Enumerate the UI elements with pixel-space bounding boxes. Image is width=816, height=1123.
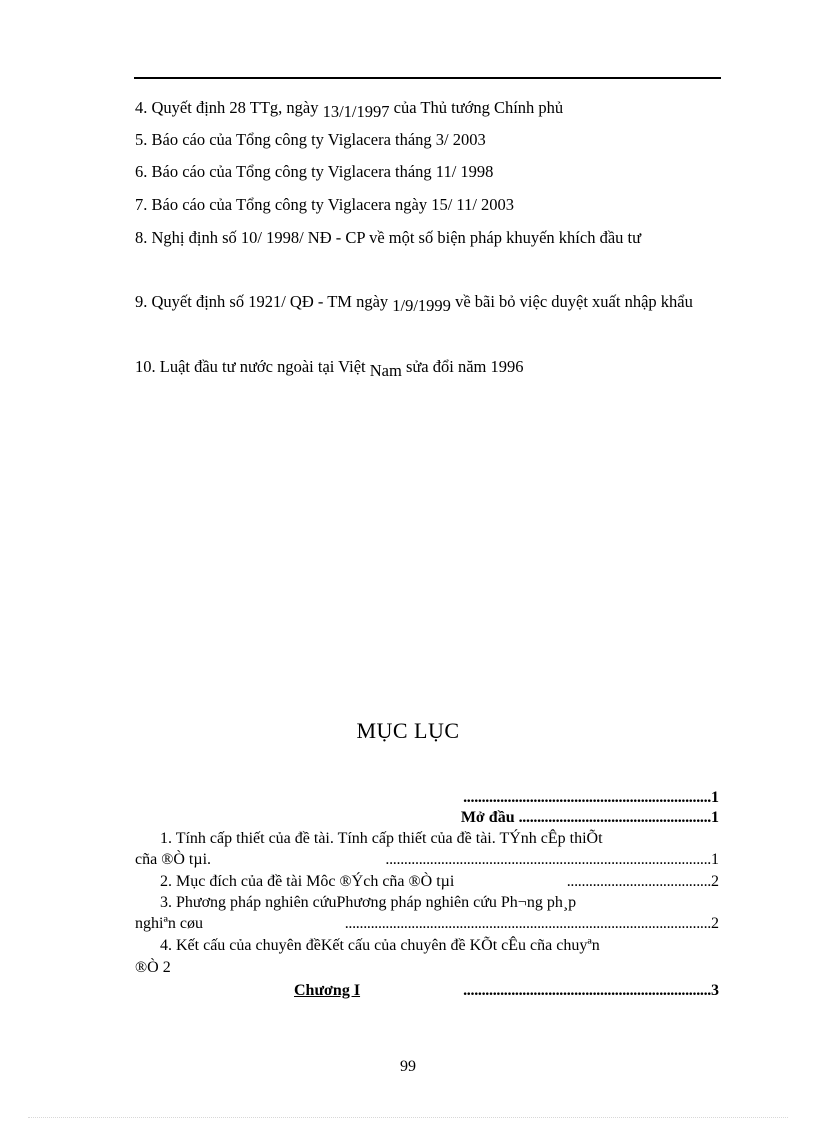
toc-item-4-line-b[interactable]: ®Ò 2 bbox=[135, 959, 171, 976]
reference-item-5: 5. Báo cáo của Tổng công ty Viglacera tháng 3/ 2003 bbox=[135, 130, 486, 149]
reference-item-6: 6. Báo cáo của Tổng công ty Viglacera tháng 11/ 1998 bbox=[135, 162, 494, 181]
toc-item-4-line-a[interactable]: 4. Kết cấu của chuyên đềKết cấu của chuyên đề KÕt cÊu cña chuyªn bbox=[160, 937, 600, 954]
toc-chapter-1[interactable]: Chương I ...................................................................3 bbox=[294, 982, 719, 999]
toc-item-3-line-b[interactable]: nghiªn cøu ...................................................................................................2 bbox=[135, 915, 719, 932]
toc-item-1-line-b[interactable]: cña ®Ò tµi. ........................................................................................1 bbox=[135, 851, 719, 868]
header-rule bbox=[134, 77, 721, 79]
page-number: 99 bbox=[400, 1058, 416, 1075]
reference-item-7: 7. Báo cáo của Tổng công ty Viglacera ngày 15/ 11/ 2003 bbox=[135, 195, 515, 214]
page-bottom-border bbox=[28, 1117, 788, 1118]
toc-item-3-line-a[interactable]: 3. Phương pháp nghiên cứuPhương pháp nghiên cứu Ph¬ng ph¸p bbox=[160, 894, 577, 911]
toc-item-1-line-a[interactable]: 1. Tính cấp thiết của đề tài. Tính cấp thiết của đề tài. TÝnh cÊp thiÕt bbox=[160, 830, 603, 847]
toc-item-2[interactable]: 2. Mục đích của đề tài Môc ®Ých cña ®Ò tµi .......................................2 bbox=[160, 873, 719, 890]
toc-title: MỤC LỤC bbox=[356, 718, 460, 743]
toc-line-intro[interactable]: Mở đầu ....................................................1 bbox=[460, 809, 719, 826]
toc-line-blank[interactable]: ...................................................................1 bbox=[463, 789, 719, 806]
reference-item-9: 9. Quyết định số 1921/ QĐ - TM ngày 1/9/1999 về bãi bỏ việc duyệt xuất nhập khẩu bbox=[135, 292, 693, 315]
reference-item-10: 10. Luật đầu tư nước ngoài tại Việt Nam sửa đổi năm 1996 bbox=[135, 357, 524, 380]
reference-item-4: 4. Quyết định 28 TTg, ngày 13/1/1997 của Thủ tướng Chính phủ bbox=[135, 98, 564, 121]
reference-item-8: 8. Nghị định số 10/ 1998/ NĐ - CP về một số biện pháp khuyến khích đầu tư bbox=[135, 228, 642, 247]
